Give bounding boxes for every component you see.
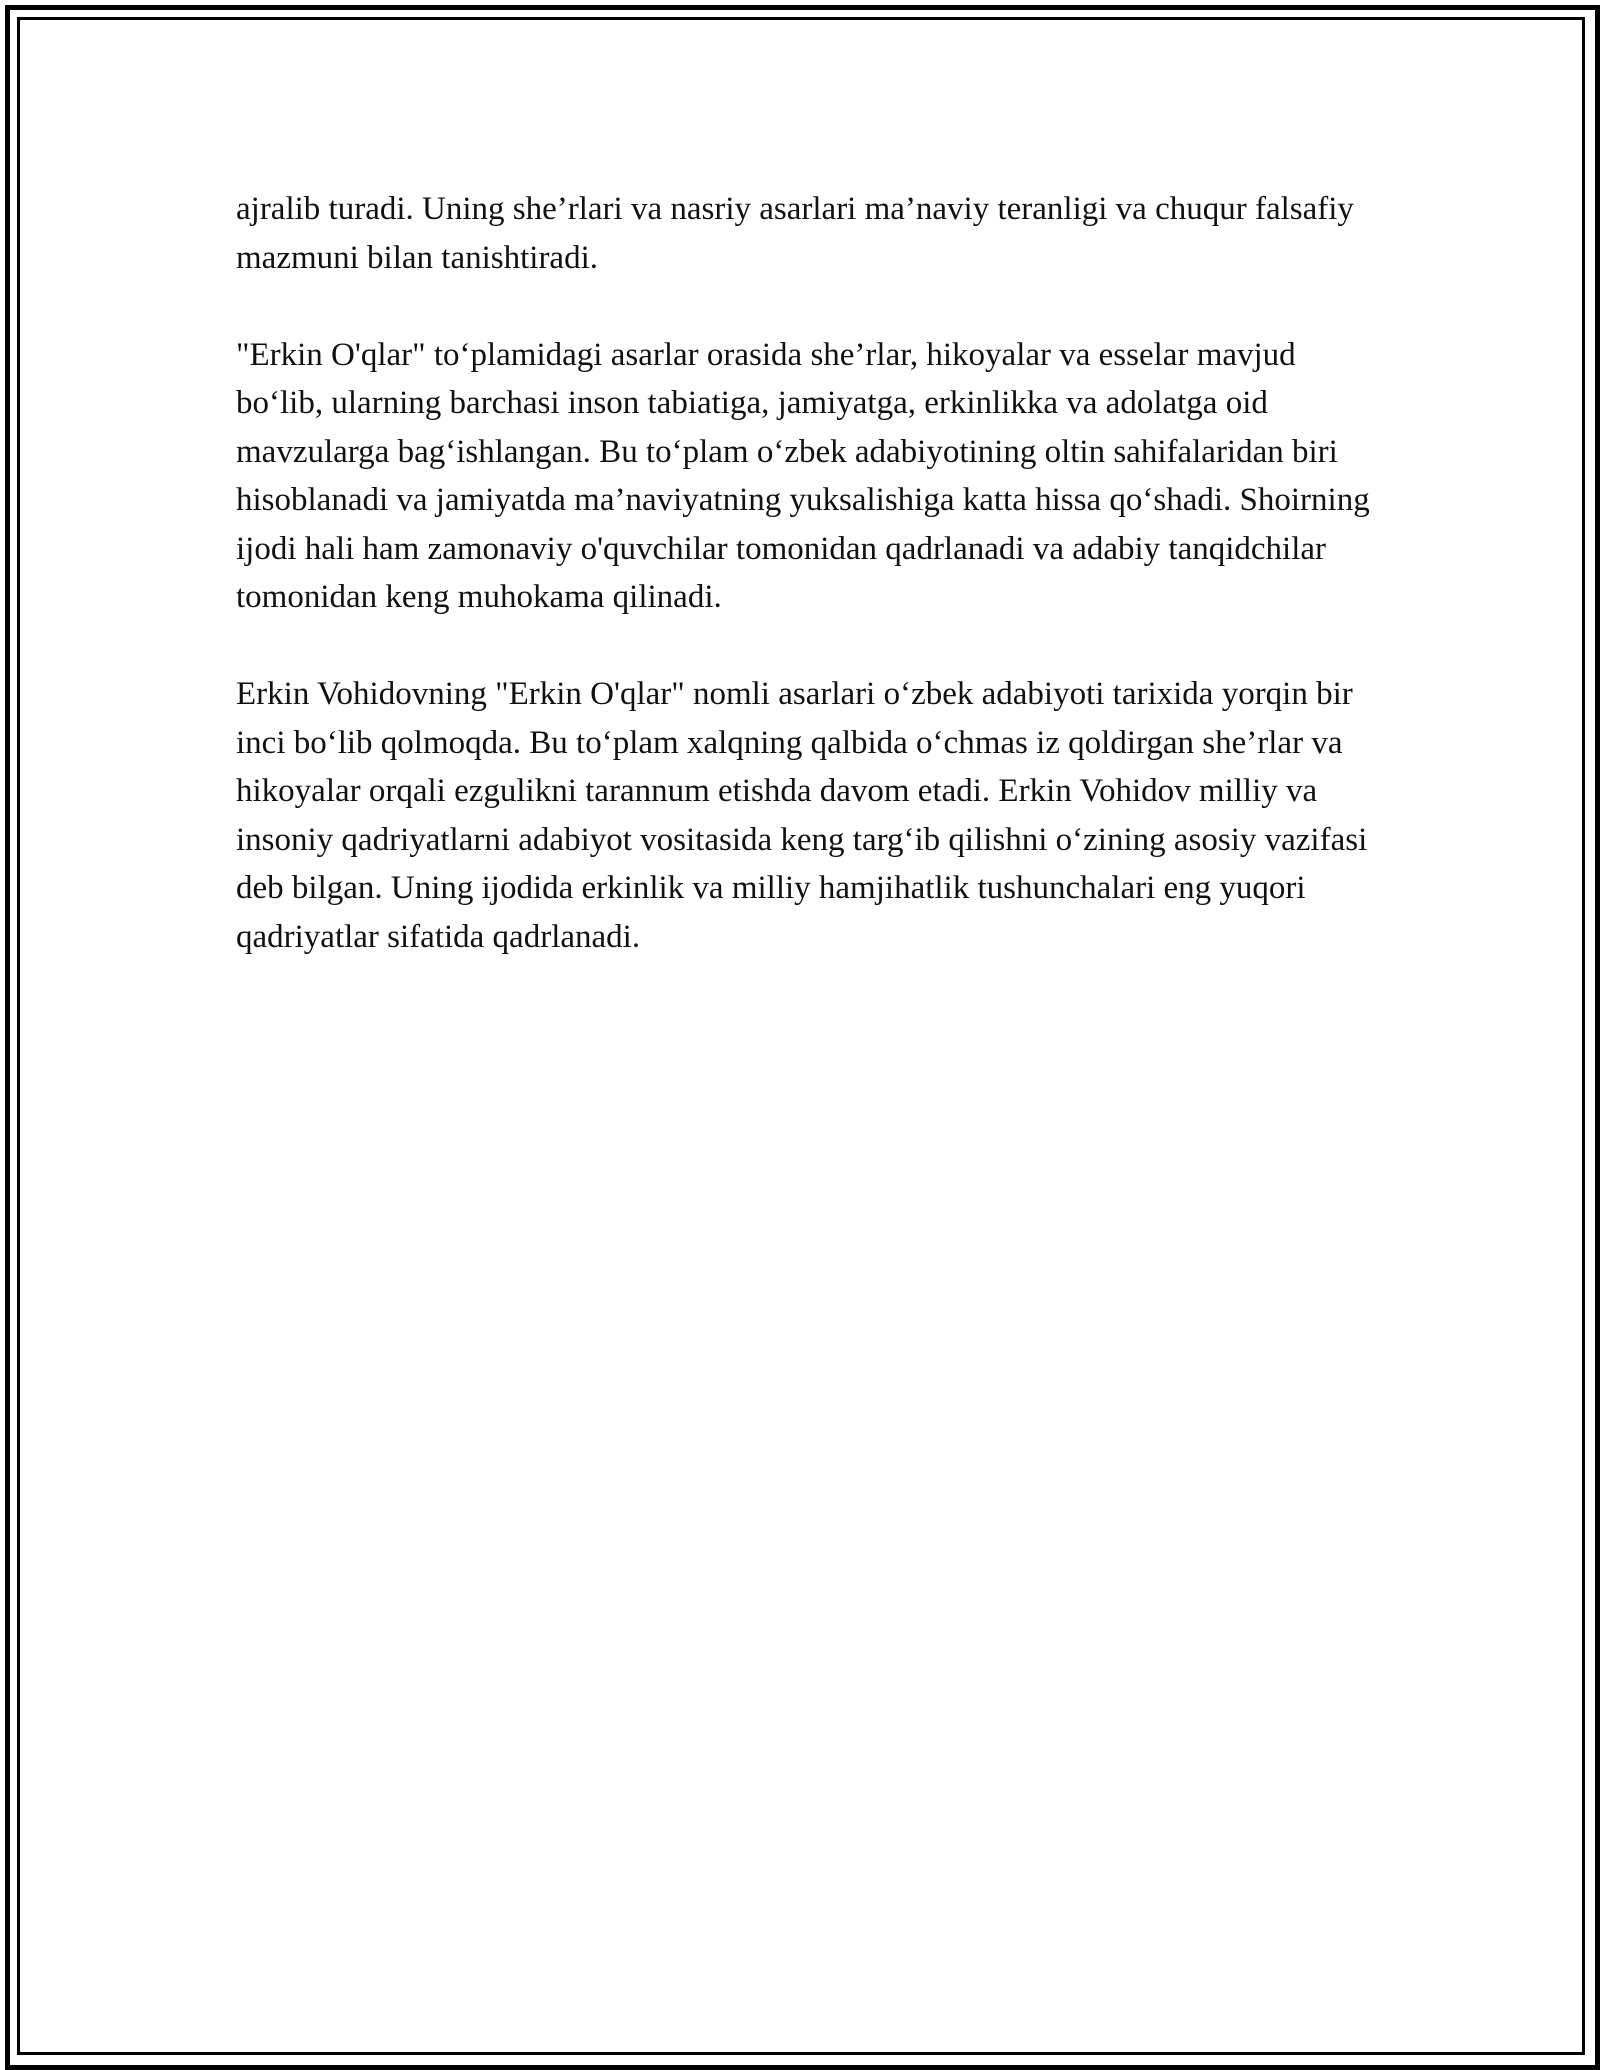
document-body: [236, 185, 1376, 961]
paragraph-3: Erkin Vohidovning "Erkin O'qlar" nomli asarlari o‘zbek adabiyoti tarixida yorqin bir inci bo‘lib qolmoqda. Bu to‘plam xalqning qalbida o‘chmas iz qoldirgan she’rlar va hikoyalar orqali ezgulikni tarannum etishda davom etadi. Erkin Vohidov milliy va insoniy qadriyatlarni adabiyot vositasida keng targ‘ib qilishni o‘zining asosiy vazifasi deb bilgan. Uning ijodida erkinlik va milliy hamjihatlik tushunchalari eng yuqori qadriyatlar sifatida qadrlanadi.: [236, 676, 1368, 955]
paragraph-2: "Erkin O'qlar" to‘plamidagi asarlar orasida she’rlar, hikoyalar va esselar mavjud bo‘lib, ularning barchasi inson tabiatiga, jamiyatga, erkinlikka va adolatga oid mavzularga bag‘ishlangan. Bu to‘plam o‘zbek adabiyotining oltin sahifalaridan biri hisoblanadi va jamiyatda ma’naviyatning yuksalishiga katta hissa qo‘shadi. Shoirning ijodi hali ham zamonaviy o'quvchilar tomonidan qadrlanadi va adabiy tanqidchilar tomonidan keng muhokama qilinadi.: [236, 336, 1370, 615]
paragraph-1: ajralib turadi. Uning she’rlari va nasriy asarlari ma’naviy teranligi va chuqur falsafiy mazmuni bilan tanishtiradi.: [236, 191, 1354, 276]
